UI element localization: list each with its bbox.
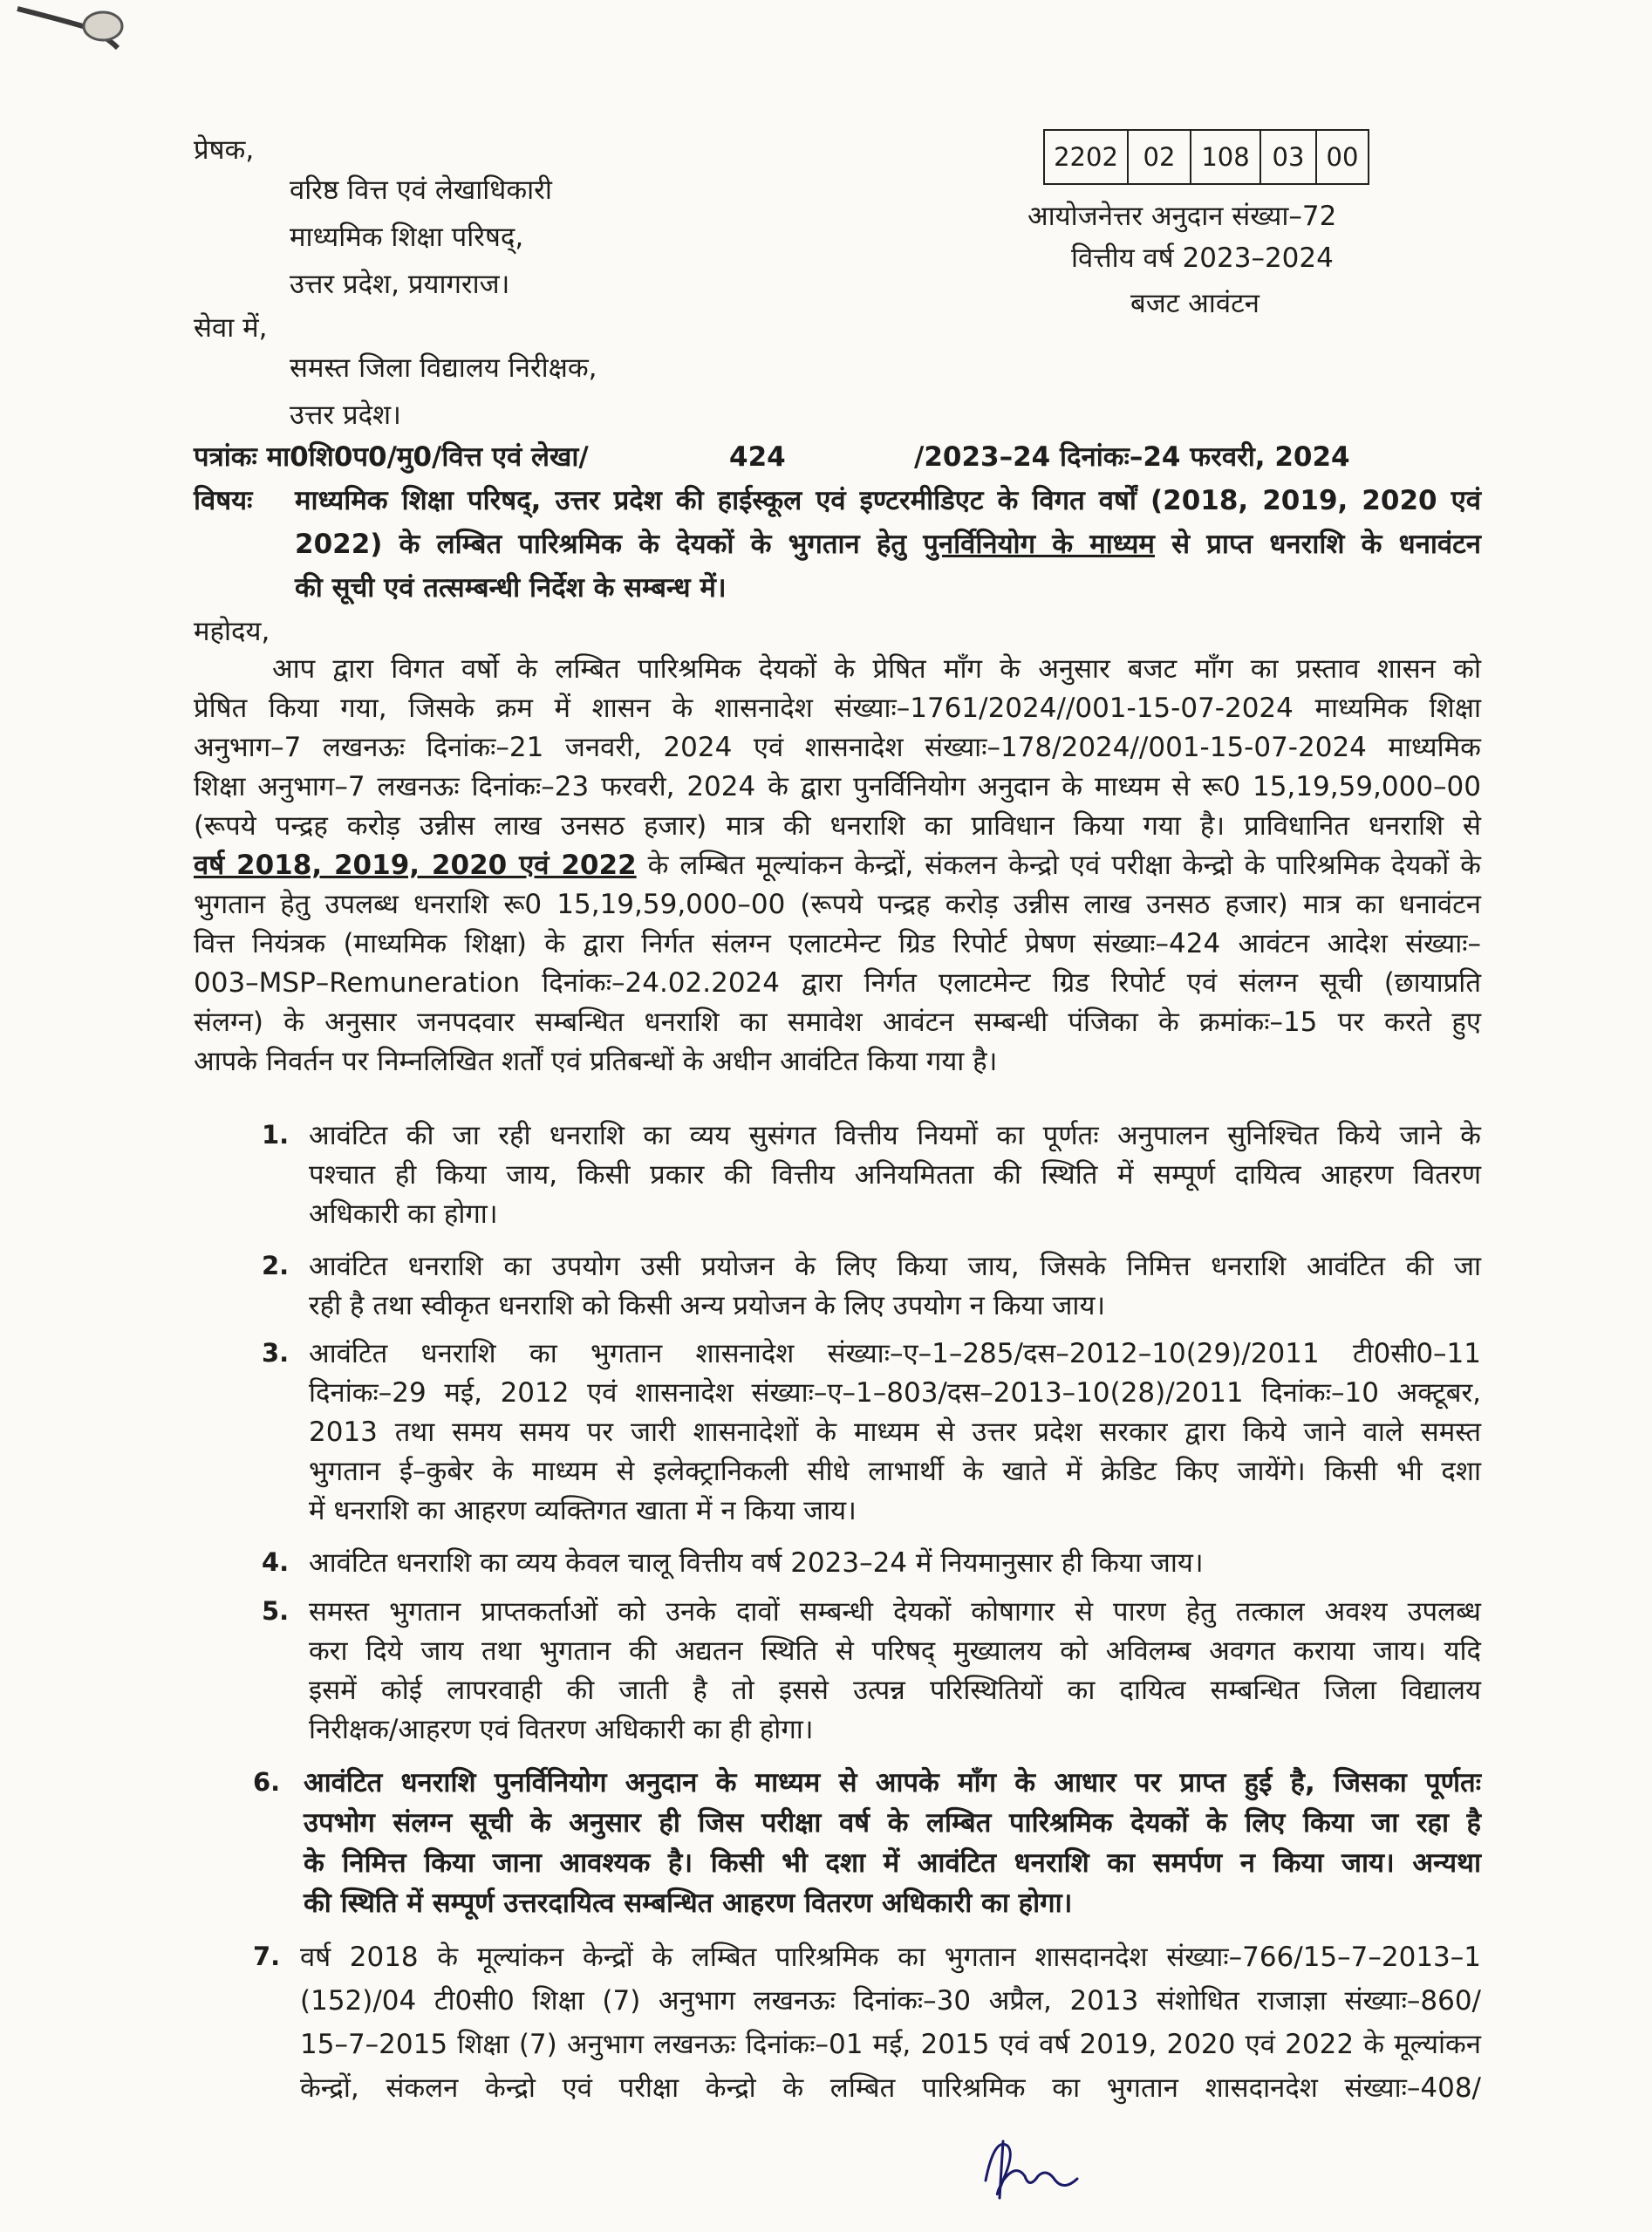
budget-allocation-label: बजट आवंटन	[1130, 288, 1259, 319]
item-3-line-5: में धनराशि का आहरण व्यक्तिगत खाता में न किया जाय।	[309, 1495, 857, 1526]
item-3-line-2: दिनांकः–29 मई, 2012 एवं शासनादेश संख्याः–ए–1–803/दस–2013–10(28)/2011 दिनांकः–10 अक्टूबर,	[309, 1377, 1481, 1409]
staple-mark	[0, 0, 140, 61]
item-4-number: 4.	[262, 1547, 290, 1577]
sender-line-1: वरिष्ठ वित्त एवं लेखाधिकारी	[290, 174, 552, 206]
budget-code-3: 108	[1191, 131, 1261, 183]
budget-financial-year: वित्तीय वर्ष 2023–2024	[1071, 242, 1334, 274]
body-line-4: शिक्षा अनुभाग–7 लखनऊः दिनांकः–23 फरवरी, 2024 के द्वारा पुनर्विनियोग अनुदान के माध्यम से रू0 15,19,59,000–00	[194, 771, 1481, 802]
item-7-line-3: 15–7–2015 शिक्षा (7) अनुभाग लखनऊः दिनांकः–01 मई, 2015 एवं वर्ष 2019, 2020 एवं 2022 के मूल्यांकन	[300, 2029, 1481, 2060]
body-line-6-rest: के लम्बित मूल्यांकन केन्द्रों, संकलन केन्द्रो एवं परीक्षा केन्द्रो के पारिश्रमिक देयकों के	[636, 850, 1481, 881]
item-5-line-1: समस्त भुगतान प्राप्तकर्ताओं को उनके दावों सम्बन्धी देयकों कोषागार से पारण हेतु तत्काल अवश्य उपलब्ध	[309, 1596, 1481, 1628]
subject-line-1: माध्यमिक शिक्षा परिषद्, उत्तर प्रदेश की हाईस्कूल एवं इण्टरमीडिएट के विगत वर्षों (2018, 2019, 2020 एवं	[295, 485, 1481, 516]
item-3-line-1: आवंटित धनराशि का भुगतान शासनादेश संख्याः–ए–1–285/दस–2012–10(29)/2011 टी0सी0–11	[309, 1338, 1481, 1369]
item-4-line-1: आवंटित धनराशि का व्यय केवल चालू वित्तीय वर्ष 2023–24 में नियमानुसार ही किया जाय।	[309, 1547, 1204, 1579]
body-line-1: आप द्वारा विगत वर्षो के लम्बित पारिश्रमिक देयकों के प्रेषित माँग के अनुसार बजट माँग का प्रस्ताव शासन को	[272, 653, 1481, 685]
budget-code-4: 03	[1261, 131, 1317, 183]
salutation: महोदय,	[194, 616, 270, 647]
budget-code-1: 2202	[1045, 131, 1129, 183]
body-line-9: 003–MSP–Remuneration दिनांकः–24.02.2024 द्वारा निर्गत एलाटमेन्ट ग्रिड रिपोर्ट एवं संलग्न सूची (छायाप्रति	[194, 967, 1481, 999]
budget-code-2: 02	[1129, 131, 1191, 183]
sender-label: प्रेषक,	[194, 134, 255, 166]
sender-line-3: उत्तर प्रदेश, प्रयागराज।	[290, 269, 510, 300]
item-1-line-2: पश्चात ही किया जाय, किसी प्रकार की वित्तीय अनियमितता की स्थिति में सम्पूर्ण दायित्व आहरण वितरण	[309, 1159, 1481, 1191]
item-6-line-2: उपभोग संलग्न सूची के अनुसार ही जिस परीक्षा वर्ष के लम्बित पारिश्रमिक देयकों के लिए किया जा रहा है	[304, 1807, 1481, 1839]
body-line-3: अनुभाग–7 लखनऊः दिनांकः–21 जनवरी, 2024 एवं शासनादेश संख्याः–178/2024//001-15-07-2024 माध्यमिक	[194, 732, 1481, 763]
recipient-line-1: समस्त जिला विद्यालय निरीक्षक,	[290, 352, 597, 384]
item-1-number: 1.	[262, 1120, 290, 1150]
subject-line-3: की सूची एवं तत्सम्बन्धी निर्देश के सम्बन्ध में।	[295, 572, 727, 604]
item-3-line-4: भुगतान ई–कुबेर के माध्यम से इलेक्ट्रानिकली सीधे लाभार्थी के खाते में क्रेडिट किए जायेंगे। किसी भी दशा	[309, 1456, 1481, 1487]
handwritten-initials	[968, 2128, 1090, 2207]
reference-number: 424	[729, 441, 786, 473]
item-1-line-1: आवंटित की जा रही धनराशि का व्यय सुसंगत वित्तीय नियमों का पूर्णतः अनुपालन सुनिश्चित किये जाने के	[309, 1120, 1481, 1151]
item-7-line-4: केन्द्रों, संकलन केन्द्रो एवं परीक्षा केन्द्रो के लम्बित पारिश्रमिक का भुगतान शासदानदेश संख्याः–408/	[300, 2072, 1481, 2104]
item-7-number: 7.	[253, 1942, 281, 1971]
body-line-11: आपके निवर्तन पर निम्नलिखित शर्तों एवं प्रतिबन्धों के अधीन आवंटित किया गया है।	[194, 1046, 998, 1077]
body-line-2: प्रेषित किया गया, जिसके क्रम में शासन के शासनादेश संख्याः–1761/2024//001-15-07-2024 माध्यमिक शिक्षा	[194, 693, 1481, 724]
item-5-number: 5.	[262, 1596, 290, 1626]
subject-line-2-underlined: पुनर्विनियोग के माध्यम	[923, 529, 1155, 560]
budget-code-box	[1043, 129, 1369, 185]
budget-code-5: 00	[1326, 142, 1359, 172]
item-7-line-1: वर्ष 2018 के मूल्यांकन केन्द्रों के लम्बित पारिश्रमिक का भुगतान शासदानदेश संख्याः–766/15–7–2013–1	[300, 1942, 1481, 1973]
subject-line-2-end: से प्राप्त धनराशि के धनावंटन	[1154, 529, 1481, 560]
body-line-7: भुगतान हेतु उपलब्ध धनराशि रू0 15,19,59,000–00 (रूपये पन्द्रह करोड़ उन्नीस लाख उनसठ हजार) मात्र का धनावंटन	[194, 889, 1481, 920]
body-line-6-years: वर्ष 2018, 2019, 2020 एवं 2022	[194, 850, 637, 881]
reference-prefix: पत्रांकः मा0शि0प0/मु0/वित्त एवं लेखा/	[194, 441, 589, 473]
item-6-number: 6.	[253, 1767, 281, 1797]
reference-date: /2023–24 दिनांकः–24 फरवरी, 2024	[914, 441, 1350, 473]
item-5-line-4: निरीक्षक/आहरण एवं वितरण अधिकारी का ही होगा।	[309, 1714, 814, 1745]
item-2-number: 2.	[262, 1251, 290, 1280]
item-7-line-2: (152)/04 टी0सी0 शिक्षा (7) अनुभाग लखनऊः दिनांकः–30 अप्रैल, 2013 संशोधित राजाज्ञा संख्याः–860/	[300, 1985, 1481, 2017]
body-line-5: (रूपये पन्द्रह करोड़ उन्नीस लाख उनसठ हजार) मात्र की धनराशि का प्राविधान किया गया है। प्राविधानित धनराशि से	[194, 810, 1481, 842]
recipient-line-2: उत्तर प्रदेश।	[290, 399, 401, 431]
sender-line-2: माध्यमिक शिक्षा परिषद्,	[290, 222, 524, 253]
item-3-number: 3.	[262, 1338, 290, 1368]
subject-label: विषयः	[194, 485, 253, 516]
budget-grant-number: आयोजनेत्तर अनुदान संख्या–72	[1027, 201, 1337, 232]
body-line-10: संलग्न) के अनुसार जनपदवार सम्बन्धित धनराशि का समावेश आवंटन सम्बन्धी पंजिका के क्रमांकः–15 पर करते हुए	[194, 1007, 1481, 1038]
body-line-8: वित्त नियंत्रक (माध्यमिक शिक्षा) के द्वारा निर्गत संलग्न एलाटमेन्ट ग्रिड रिपोर्ट प्रेषण संख्याः–424 आवंटन आदेश संख्याः–	[194, 928, 1481, 959]
subject-line-2-start: 2022) के लम्बित पारिश्रमिक के देयकों के भुगतान हेतु	[295, 529, 924, 560]
recipient-label: सेवा में,	[194, 312, 268, 344]
item-3-line-3: 2013 तथा समय समय पर जारी शासनादेशों के माध्यम से उत्तर प्रदेश सरकार द्वारा किये जाने वाले समस्त	[309, 1416, 1481, 1448]
item-6-line-3: के निमित्त किया जाना आवश्यक है। किसी भी दशा में आवंटित धनराशि का समर्पण न किया जाय। अन्यथा	[304, 1847, 1481, 1879]
item-2-line-1: आवंटित धनराशि का उपयोग उसी प्रयोजन के लिए किया जाय, जिसके निमित्त धनराशि आवंटित की जा	[309, 1251, 1481, 1282]
item-2-line-2: रही है तथा स्वीकृत धनराशि को किसी अन्य प्रयोजन के लिए उपयोग न किया जाय।	[309, 1290, 1106, 1321]
item-6-line-1: आवंटित धनराशि पुनर्विनियोग अनुदान के माध्यम से आपके माँग के आधार पर प्राप्त हुई है, जिसका पूर्णतः	[304, 1767, 1481, 1799]
subject-line-2	[295, 525, 1481, 564]
item-5-line-3: इसमें कोई लापरवाही की जाती है तो इससे उत्पन्न परिस्थितियों का दायित्व सम्बन्धित जिला विद्यालय	[309, 1675, 1481, 1706]
item-5-line-2: करा दिये जाय तथा भुगतान की अद्यतन स्थिति से परिषद् मुख्यालय को अविलम्ब अवगत कराया जाय। यदि	[309, 1635, 1481, 1667]
body-line-6	[194, 846, 1481, 885]
item-6-line-4: की स्थिति में सम्पूर्ण उत्तरदायित्व सम्बन्धित आहरण वितरण अधिकारी का होगा।	[304, 1887, 1073, 1919]
item-1-line-3: अधिकारी का होगा।	[309, 1198, 498, 1230]
